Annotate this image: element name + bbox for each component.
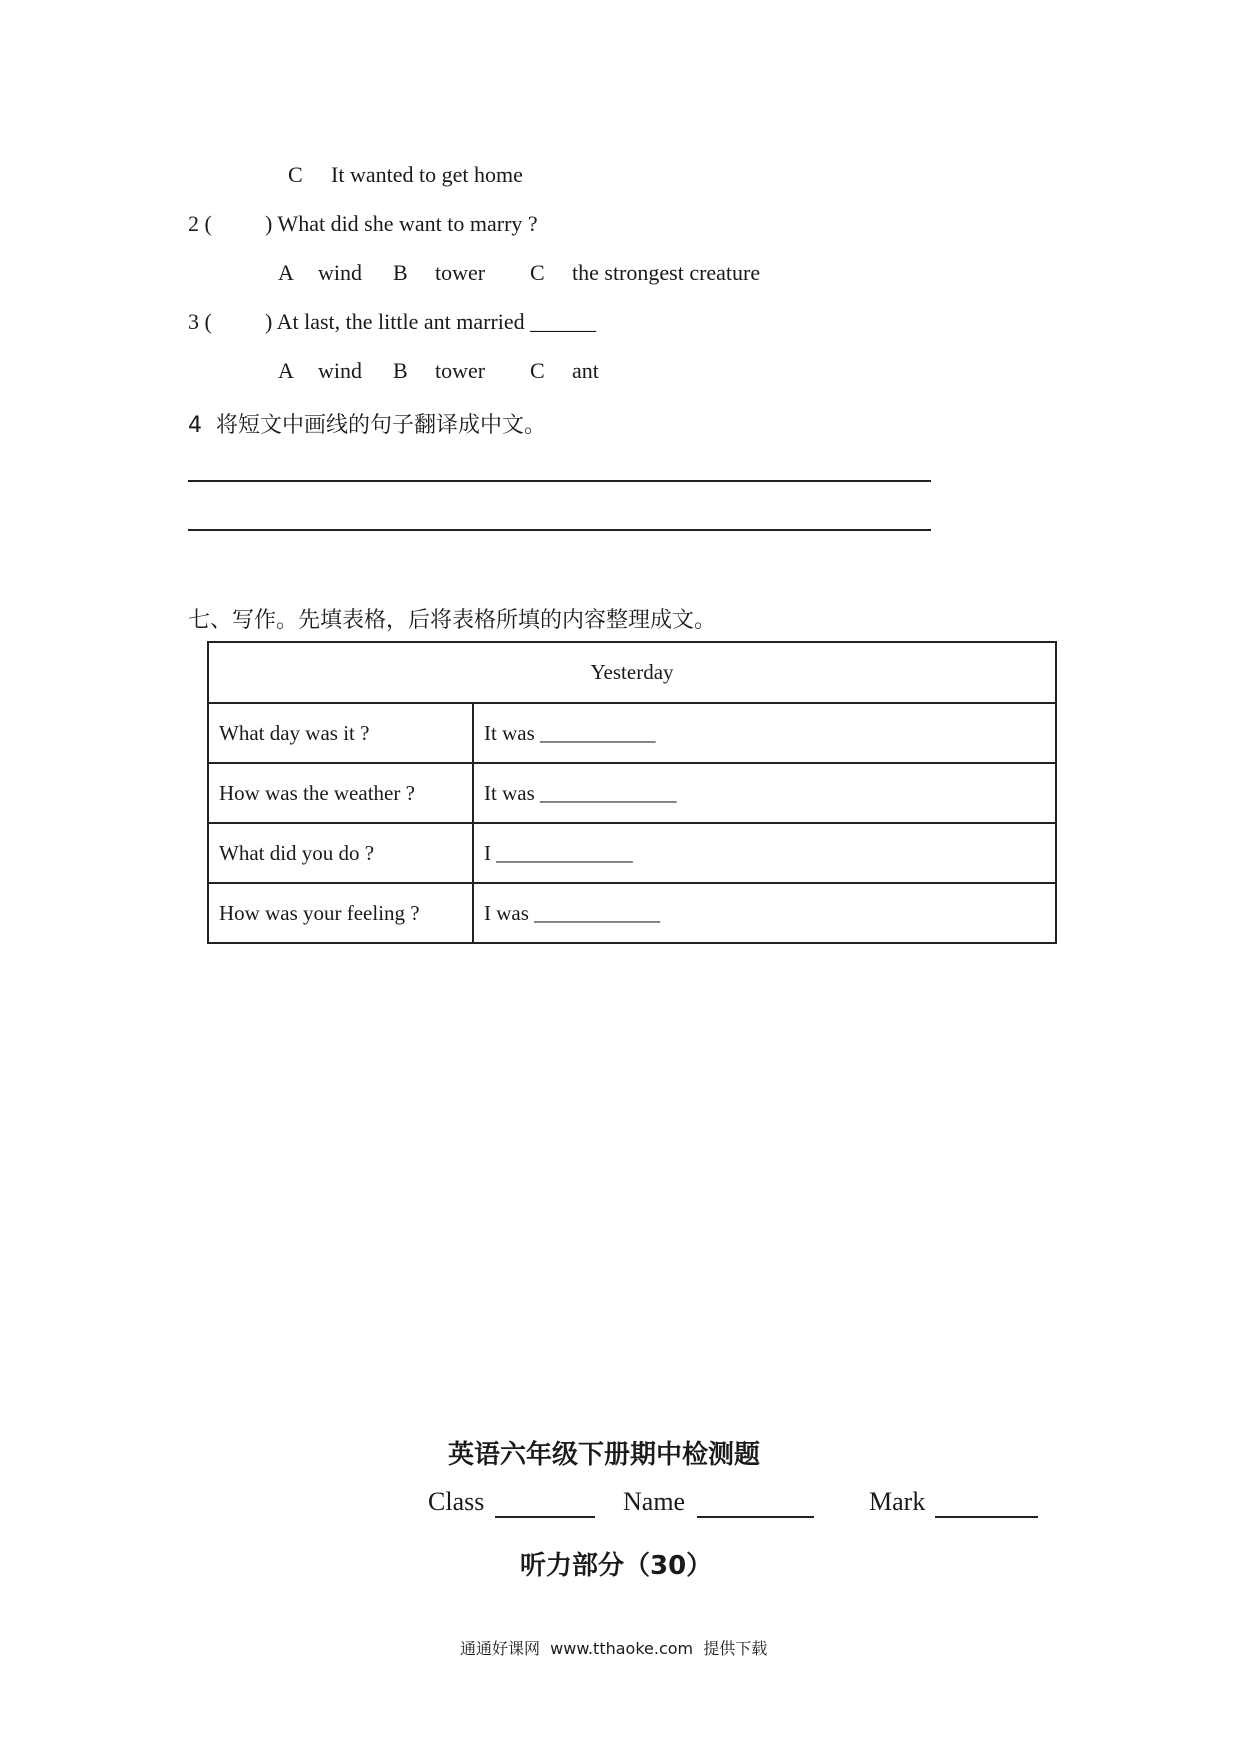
answer-line-1[interactable] [188, 480, 931, 482]
table-answer[interactable]: I was ____________ [473, 883, 1056, 943]
q3-option-b-letter: B [393, 358, 408, 383]
class-blank[interactable] [495, 1516, 595, 1518]
listening-section-title: 听力部分（30） [520, 1551, 713, 1581]
table-row [208, 883, 1056, 943]
table-question: How was your feeling ? [208, 883, 473, 943]
name-label: Name [623, 1487, 686, 1516]
table-row [208, 703, 1056, 763]
q3-option-a-text: wind [318, 358, 362, 383]
q1-option-c-letter: C [288, 162, 303, 187]
q3-option-c-text: ant [572, 358, 599, 383]
class-label: Class [428, 1487, 485, 1516]
q3-option-a-letter: A [278, 358, 294, 383]
q2-option-a-text: wind [318, 260, 362, 285]
q2-number: 2 ( [188, 211, 212, 236]
q1-option-c-text: It wanted to get home [331, 162, 523, 187]
q2-option-b-letter: B [393, 260, 408, 285]
section7-heading: 七、写作。先填表格，后将表格所填的内容整理成文。 [188, 608, 717, 633]
q2-option-b-text: tower [435, 260, 486, 285]
mark-label: Mark [869, 1487, 926, 1516]
table-question: What day was it ? [208, 703, 473, 763]
q2-option-a-letter: A [278, 260, 294, 285]
table-header: Yesterday [208, 642, 1056, 703]
footer-credit: 通通好课网 www.tthaoke.com 提供下载 [460, 1639, 768, 1658]
mark-blank[interactable] [935, 1516, 1038, 1518]
q3-option-c-letter: C [530, 358, 545, 383]
table-header-row [208, 642, 1056, 703]
table-row [208, 823, 1056, 883]
q2-option-c-letter: C [530, 260, 545, 285]
table-answer[interactable]: It was _____________ [473, 763, 1056, 823]
answer-line-2[interactable] [188, 529, 931, 531]
q2-option-c-text: the strongest creature [572, 260, 761, 285]
writing-table [207, 641, 1057, 944]
exam-title: 英语六年级下册期中检测题 [448, 1440, 761, 1470]
q4-instruction: 4 将短文中画线的句子翻译成中文。 [188, 413, 546, 438]
table-question: How was the weather ? [208, 763, 473, 823]
q3-number: 3 ( [188, 309, 212, 334]
table-row [208, 763, 1056, 823]
table-question: What did you do ? [208, 823, 473, 883]
table-answer[interactable]: I _____________ [473, 823, 1056, 883]
q2-prompt: ) What did she want to marry ? [265, 211, 538, 236]
q3-option-b-text: tower [435, 358, 486, 383]
q3-prompt: ) At last, the little ant married ______ [265, 309, 597, 334]
name-blank[interactable] [697, 1516, 814, 1518]
table-answer[interactable]: It was ___________ [473, 703, 1056, 763]
